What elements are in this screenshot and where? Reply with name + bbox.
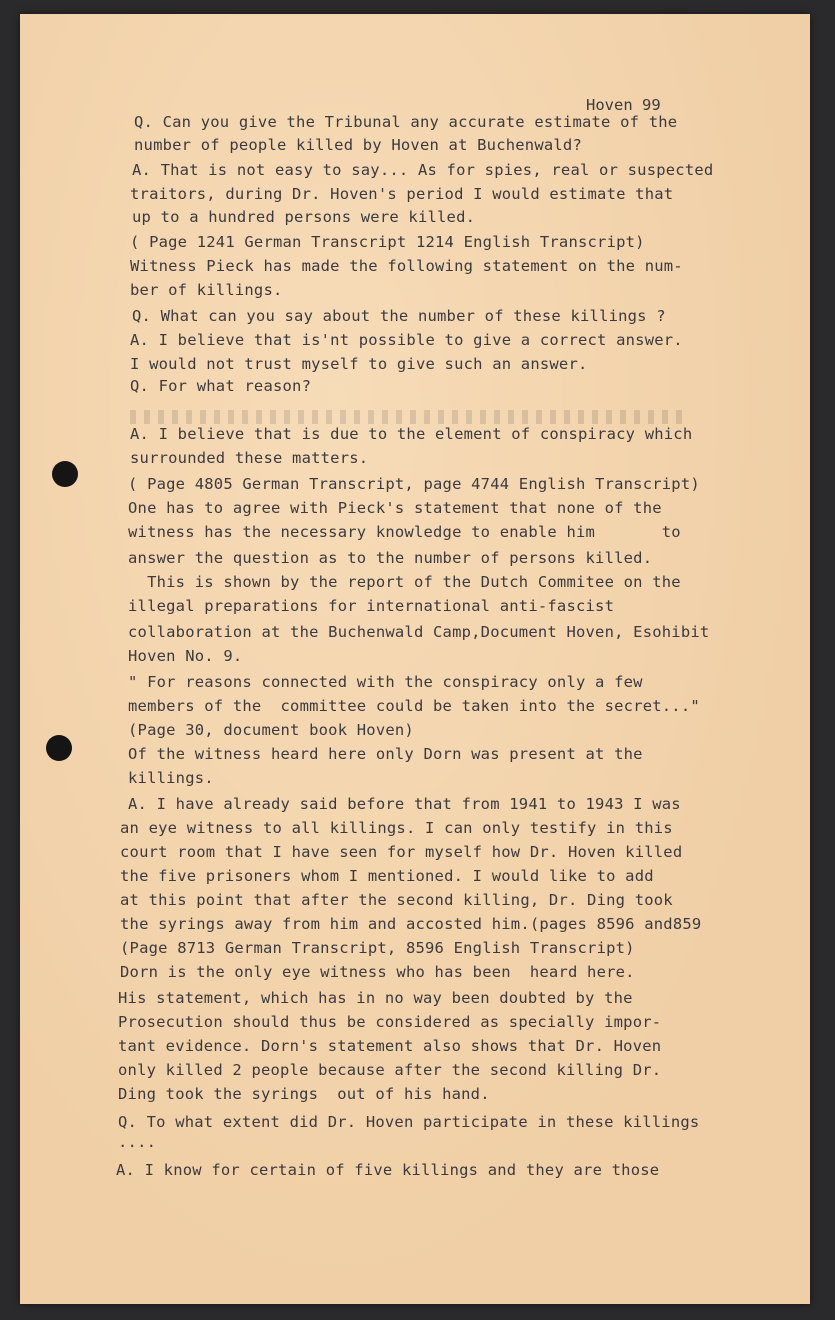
text-line: only killed 2 people because after the second killing Dr. bbox=[118, 1061, 662, 1079]
text-line: witness has the necessary knowledge to enable him to bbox=[128, 523, 681, 541]
text-line: Dorn is the only eye witness who has been heard here. bbox=[120, 963, 635, 981]
text-line: ber of killings. bbox=[130, 281, 283, 299]
text-line: the five prisoners whom I mentioned. I would like to add bbox=[120, 867, 654, 885]
text-line: surrounded these matters. bbox=[130, 449, 369, 467]
text-line: Hoven No. 9. bbox=[128, 647, 243, 665]
text-line: Of the witness heard here only Dorn was present at the bbox=[128, 745, 643, 763]
text-line: .... bbox=[118, 1133, 157, 1151]
text-line: court room that I have seen for myself how Dr. Hoven killed bbox=[120, 843, 683, 861]
page-header: Hoven 99 bbox=[586, 96, 661, 114]
text-line: A. I believe that is'nt possible to give a correct answer. bbox=[130, 331, 683, 349]
text-line: A. I believe that is due to the element of conspiracy which bbox=[130, 425, 693, 443]
text-line: A. That is not easy to say... As for spies, real or suspected bbox=[132, 161, 714, 179]
text-line: One has to agree with Pieck's statement that none of the bbox=[128, 499, 662, 517]
text-line: A. I have already said before that from 1941 to 1943 I was bbox=[128, 795, 681, 813]
punch-hole-top bbox=[52, 461, 78, 487]
text-line: collaboration at the Buchenwald Camp,Document Hoven, Esohibit bbox=[128, 623, 710, 641]
text-line: ( Page 4805 German Transcript, page 4744 English Transcript) bbox=[128, 475, 700, 493]
typewriter-smudge bbox=[130, 410, 690, 424]
text-line: Q. Can you give the Tribunal any accurate estimate of the bbox=[134, 113, 678, 131]
text-line: tant evidence. Dorn's statement also shows that Dr. Hoven bbox=[118, 1037, 662, 1055]
text-line: killings. bbox=[128, 769, 214, 787]
text-line: A. I know for certain of five killings and they are those bbox=[116, 1161, 660, 1179]
text-line: (Page 8713 German Transcript, 8596 English Transcript) bbox=[120, 939, 635, 957]
text-line: Q. What can you say about the number of these killings ? bbox=[132, 307, 666, 325]
text-line: Witness Pieck has made the following statement on the num- bbox=[130, 257, 683, 275]
text-line: answer the question as to the number of persons killed. bbox=[128, 549, 653, 567]
text-line: up to a hundred persons were killed. bbox=[132, 208, 476, 226]
document-page bbox=[20, 14, 810, 1304]
text-line: Q. To what extent did Dr. Hoven participate in these killings bbox=[118, 1113, 700, 1131]
text-line: I would not trust myself to give such an answer. bbox=[130, 355, 588, 373]
punch-hole-bottom bbox=[46, 735, 72, 761]
text-line: His statement, which has in no way been doubted by the bbox=[118, 989, 633, 1007]
text-line: traitors, during Dr. Hoven's period I would estimate that bbox=[130, 185, 674, 203]
text-line: illegal preparations for international anti-fascist bbox=[128, 597, 615, 615]
text-line: This is shown by the report of the Dutch Commitee on the bbox=[128, 573, 681, 591]
text-line: (Page 30, document book Hoven) bbox=[128, 721, 414, 739]
text-line: Q. For what reason? bbox=[130, 377, 312, 395]
text-line: at this point that after the second killing, Dr. Ding took bbox=[120, 891, 673, 909]
text-line: the syrings away from him and accosted him.(pages 8596 and859 bbox=[120, 915, 702, 933]
text-line: " For reasons connected with the conspiracy only a few bbox=[128, 673, 643, 691]
text-line: Prosecution should thus be considered as specially impor- bbox=[118, 1013, 662, 1031]
text-line: Ding took the syrings out of his hand. bbox=[118, 1085, 490, 1103]
text-line: number of people killed by Hoven at Buchenwald? bbox=[134, 136, 582, 154]
text-line: members of the committee could be taken into the secret..." bbox=[128, 697, 700, 715]
text-line: ( Page 1241 German Transcript 1214 English Transcript) bbox=[130, 233, 645, 251]
text-line: an eye witness to all killings. I can only testify in this bbox=[120, 819, 673, 837]
